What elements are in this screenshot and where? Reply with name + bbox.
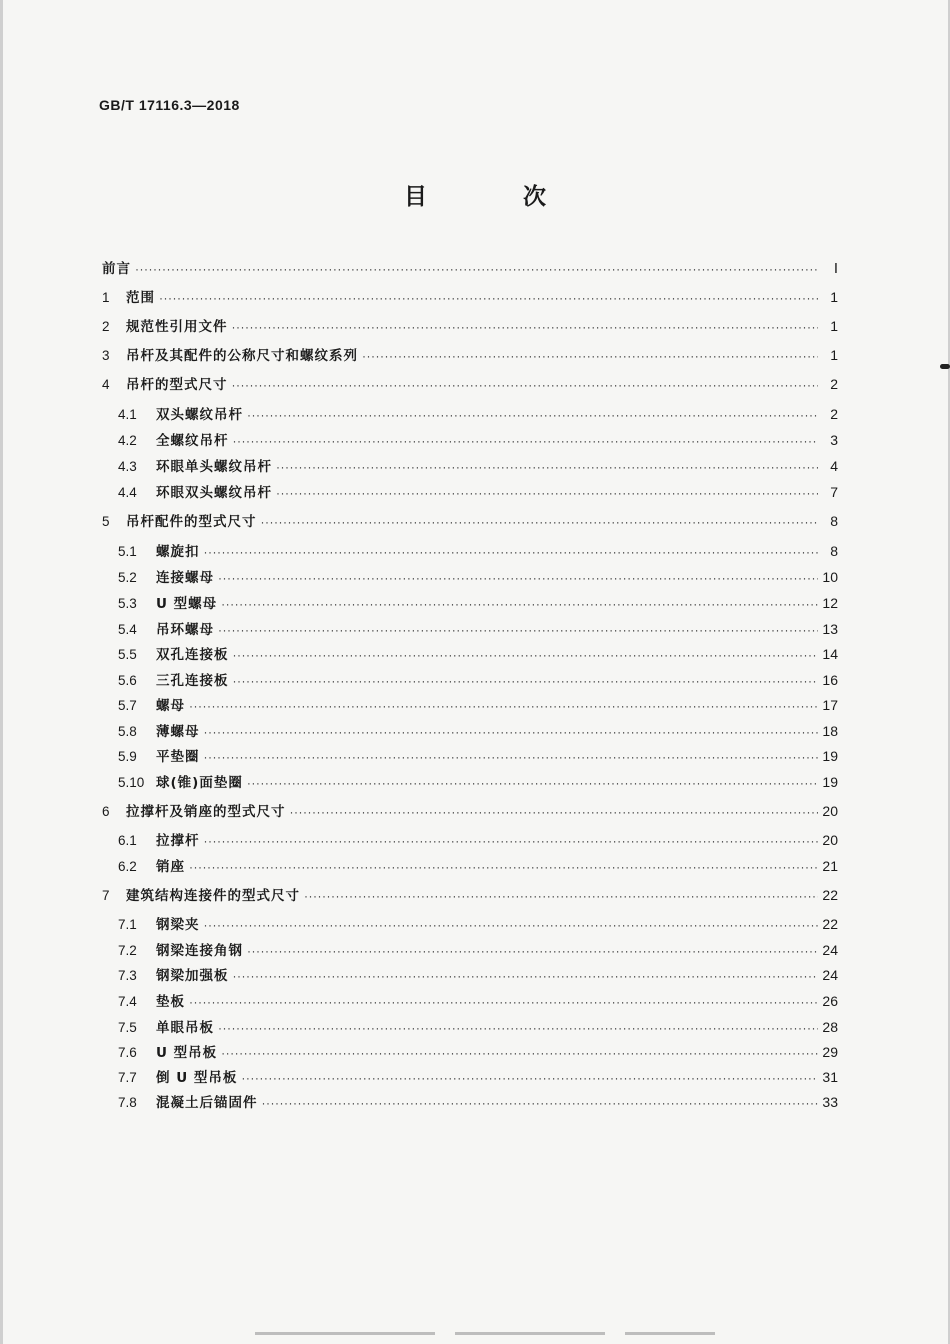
leader-dots: [362, 345, 818, 367]
leader-dots: [189, 991, 818, 1013]
leader-dots: [218, 619, 818, 641]
bottom-edge-artifact: [455, 1332, 605, 1335]
toc-entry[interactable]: [118, 913, 838, 935]
toc-entry[interactable]: [118, 720, 838, 742]
toc-entry-number: 5.5: [118, 647, 137, 662]
toc-entry[interactable]: [102, 344, 838, 366]
toc-entry-page: 13: [822, 621, 838, 637]
leader-dots: [247, 404, 818, 426]
toc-entry-page: 12: [822, 595, 838, 611]
toc-entry-page: 26: [822, 993, 838, 1009]
toc-entry-title: 吊杆配件的型式尺寸: [126, 514, 257, 530]
toc-entry-title: 薄螺母: [156, 724, 200, 740]
toc-entry[interactable]: [118, 694, 838, 716]
toc-entry-title: 螺母: [156, 698, 185, 714]
toc-entry-page: 22: [822, 887, 838, 903]
toc-entry-page: 24: [822, 942, 838, 958]
toc-entry[interactable]: [118, 540, 838, 562]
leader-dots: [290, 801, 819, 823]
toc-entry-page: 20: [822, 803, 838, 819]
toc-entry-number: 5.1: [118, 544, 137, 559]
toc-entry-title: 三孔连接板: [156, 673, 229, 689]
toc-entry-title: 环眼双头螺纹吊杆: [156, 485, 272, 501]
toc-entry-page: 19: [822, 748, 838, 764]
toc-entry-number: 6.1: [118, 833, 137, 848]
toc-entry-title: 吊杆的型式尺寸: [126, 377, 228, 393]
toc-entry-page: 1: [830, 318, 838, 334]
toc-entry-title: 前言: [102, 261, 131, 277]
toc-entry[interactable]: [118, 1066, 838, 1088]
leader-dots: [204, 914, 819, 936]
toc-entry[interactable]: [118, 669, 838, 691]
toc-entry[interactable]: [118, 618, 838, 640]
toc-entry[interactable]: [118, 643, 838, 665]
toc-entry[interactable]: [118, 481, 838, 503]
toc-entry-page: 20: [822, 832, 838, 848]
toc-entry-page: 10: [822, 569, 838, 585]
toc-entry-number: 6: [102, 804, 110, 819]
toc-entry[interactable]: [118, 566, 838, 588]
leader-dots: [233, 965, 819, 987]
toc-entry-page: 8: [830, 513, 838, 529]
leader-dots: [233, 644, 819, 666]
toc-entry[interactable]: [102, 286, 838, 308]
leader-dots: [232, 316, 819, 338]
toc-entry-page: Ⅰ: [833, 260, 838, 276]
toc-entry-number: 1: [102, 290, 110, 305]
leader-dots: [247, 940, 818, 962]
toc-entry-title: U 型吊板: [156, 1045, 218, 1061]
toc-entry-title: 混凝土后锚固件: [156, 1095, 258, 1111]
toc-entry[interactable]: [118, 429, 838, 451]
toc-entry-page: 14: [822, 646, 838, 662]
toc-entry[interactable]: [118, 592, 838, 614]
toc-entry[interactable]: [102, 373, 838, 395]
toc-entry-title: 垫板: [156, 994, 185, 1010]
toc-entry-title: 建筑结构连接件的型式尺寸: [126, 888, 300, 904]
toc-entry[interactable]: [118, 403, 838, 425]
leader-dots: [262, 1092, 819, 1114]
toc-entry-number: 5.9: [118, 749, 137, 764]
toc-entry[interactable]: [118, 455, 838, 477]
toc-entry-title: 钢梁夹: [156, 917, 200, 933]
toc-entry-number: 5.8: [118, 724, 137, 739]
toc-entry-title: 拉撑杆: [156, 833, 200, 849]
toc-entry-number: 3: [102, 348, 110, 363]
toc-entry[interactable]: [102, 315, 838, 337]
toc-entry-title: 双头螺纹吊杆: [156, 407, 243, 423]
toc-entry[interactable]: [118, 1091, 838, 1113]
leader-dots: [221, 593, 818, 615]
toc-entry-title: 吊环螺母: [156, 622, 214, 638]
toc-entry-title: 环眼单头螺纹吊杆: [156, 459, 272, 475]
toc-entry-preface[interactable]: [102, 257, 838, 279]
leader-dots: [241, 1067, 818, 1089]
standard-code: GB/T 17116.3—2018: [99, 97, 240, 113]
toc-entry[interactable]: [102, 800, 838, 822]
toc-entry-title: 连接螺母: [156, 570, 214, 586]
toc-entry-number: 4.3: [118, 459, 137, 474]
leader-dots: [159, 287, 818, 309]
leader-dots: [204, 830, 819, 852]
toc-entry[interactable]: [118, 939, 838, 961]
leader-dots: [232, 374, 819, 396]
leader-dots: [189, 856, 818, 878]
toc-entry[interactable]: [118, 964, 838, 986]
toc-entry-number: 5.10: [118, 775, 145, 790]
toc-entry[interactable]: [118, 771, 838, 793]
toc-entry[interactable]: [102, 884, 838, 906]
toc-entry-number: 5.7: [118, 698, 137, 713]
leader-dots: [204, 721, 819, 743]
toc-entry-page: 2: [830, 406, 838, 422]
toc-entry[interactable]: [118, 1041, 838, 1063]
scan-artifact-mark: [940, 364, 950, 369]
toc-entry-title: 单眼吊板: [156, 1020, 214, 1036]
toc-entry-page: 22: [822, 916, 838, 932]
toc-entry-page: 4: [830, 458, 838, 474]
toc-entry-title: 平垫圈: [156, 749, 200, 765]
toc-entry-page: 18: [822, 723, 838, 739]
toc-entry-page: 28: [822, 1019, 838, 1035]
bottom-edge-artifact: [625, 1332, 715, 1335]
toc-entry-page: 24: [822, 967, 838, 983]
leader-dots: [233, 670, 819, 692]
leader-dots: [276, 456, 818, 478]
toc-entry-title: 双孔连接板: [156, 647, 229, 663]
leader-dots: [218, 567, 818, 589]
leader-dots: [247, 772, 818, 794]
toc-entry-title: 规范性引用文件: [126, 319, 228, 335]
leader-dots: [218, 1017, 818, 1039]
toc-entry-number: 7: [102, 888, 110, 903]
leader-dots: [204, 541, 819, 563]
toc-entry-title: 全螺纹吊杆: [156, 433, 229, 449]
leader-dots: [135, 258, 818, 280]
toc-entry-page: 8: [830, 543, 838, 559]
toc-entry[interactable]: [118, 990, 838, 1012]
bottom-edge-artifact: [255, 1332, 435, 1335]
toc-entry-number: 5.3: [118, 596, 137, 611]
toc-entry-title: 钢梁连接角钢: [156, 943, 243, 959]
toc-entry[interactable]: [118, 1016, 838, 1038]
leader-dots: [304, 885, 818, 907]
toc-entry-number: 6.2: [118, 859, 137, 874]
toc-entry-title: 范围: [126, 290, 155, 306]
toc-entry[interactable]: [102, 510, 838, 532]
toc-entry-number: 5.2: [118, 570, 137, 585]
toc-entry-page: 1: [830, 289, 838, 305]
toc-entry-number: 4.2: [118, 433, 137, 448]
toc-entry-title: 吊杆及其配件的公称尺寸和螺纹系列: [126, 348, 358, 364]
toc-entry-number: 7.3: [118, 968, 137, 983]
leader-dots: [276, 482, 818, 504]
toc-entry[interactable]: [118, 745, 838, 767]
toc-entry-number: 7.5: [118, 1020, 137, 1035]
leader-dots: [233, 430, 819, 452]
leader-dots: [261, 511, 819, 533]
leader-dots: [189, 695, 818, 717]
toc-entry-page: 16: [822, 672, 838, 688]
toc-entry-number: 7.1: [118, 917, 137, 932]
toc-entry-number: 7.8: [118, 1095, 137, 1110]
toc-entry-number: 5.6: [118, 673, 137, 688]
toc-entry[interactable]: [118, 829, 838, 851]
toc-entry-page: 1: [830, 347, 838, 363]
leader-dots: [204, 746, 819, 768]
toc-entry-number: 4.1: [118, 407, 137, 422]
toc-entry-page: 7: [830, 484, 838, 500]
toc-entry-page: 31: [822, 1069, 838, 1085]
toc-entry-title: 倒 U 型吊板: [156, 1070, 238, 1086]
toc-entry-title: 销座: [156, 859, 185, 875]
toc-entry-title: 钢梁加强板: [156, 968, 229, 984]
toc-entry[interactable]: [118, 855, 838, 877]
leader-dots: [221, 1042, 818, 1064]
toc-entry-number: 7.7: [118, 1070, 137, 1085]
toc-entry-number: 4.4: [118, 485, 137, 500]
toc-entry-page: 29: [822, 1044, 838, 1060]
toc-entry-title: 球(锥)面垫圈: [156, 775, 243, 791]
toc-entry-page: 17: [822, 697, 838, 713]
toc-entry-number: 7.2: [118, 943, 137, 958]
toc-entry-page: 2: [830, 376, 838, 392]
toc-title: 目 次: [403, 184, 590, 210]
toc-entry-title: U 型螺母: [156, 596, 218, 612]
toc-entry-number: 7.6: [118, 1045, 137, 1060]
toc-entry-number: 5: [102, 514, 110, 529]
toc-entry-page: 33: [822, 1094, 838, 1110]
toc-entry-page: 21: [822, 858, 838, 874]
toc-entry-number: 5.4: [118, 622, 137, 637]
toc-entry-page: 19: [822, 774, 838, 790]
toc-entry-title: 螺旋扣: [156, 544, 200, 560]
toc-entry-title: 拉撑杆及销座的型式尺寸: [126, 804, 286, 820]
toc-entry-number: 7.4: [118, 994, 137, 1009]
toc-entry-page: 3: [830, 432, 838, 448]
toc-entry-number: 4: [102, 377, 110, 392]
toc-entry-number: 2: [102, 319, 110, 334]
